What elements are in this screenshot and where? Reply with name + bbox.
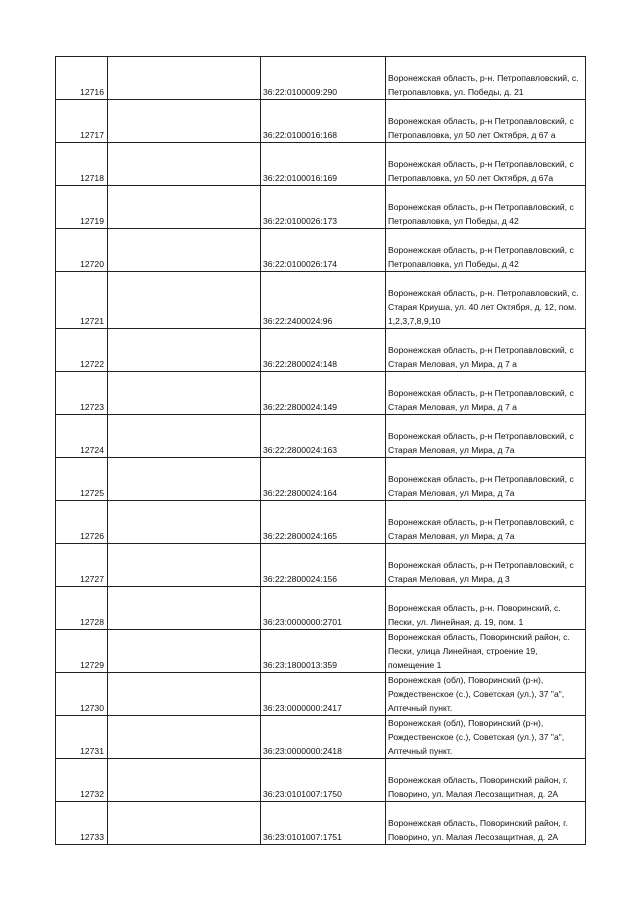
address: Воронежская область, р-н Петропавловский, с Петропавловка, ул 50 лет Октября, д 67 а (386, 100, 586, 143)
empty-cell (108, 57, 261, 100)
empty-cell (108, 272, 261, 329)
empty-cell (108, 673, 261, 716)
address: Воронежская область, Поворинский район, г. Поворино, ул. Малая Лесозащитная, д. 2А (386, 759, 586, 802)
table-row (56, 100, 586, 143)
row-number: 12724 (56, 415, 108, 458)
table-row (56, 501, 586, 544)
row-number: 12718 (56, 143, 108, 186)
row-number: 12726 (56, 501, 108, 544)
table-row (56, 272, 586, 329)
address: Воронежская область, р-н Петропавловский, с Петропавловка, ул Победы, д 42 (386, 186, 586, 229)
row-number: 12722 (56, 329, 108, 372)
registry-table (55, 56, 586, 845)
table-row (56, 759, 586, 802)
empty-cell (108, 716, 261, 759)
empty-cell (108, 100, 261, 143)
table-row (56, 143, 586, 186)
table-row (56, 329, 586, 372)
row-number: 12720 (56, 229, 108, 272)
row-number: 12730 (56, 673, 108, 716)
row-number: 12727 (56, 544, 108, 587)
address: Воронежская область, р-н. Поворинский, с. Пески, ул. Линейная, д. 19, пом. 1 (386, 587, 586, 630)
table-row (56, 229, 586, 272)
empty-cell (108, 802, 261, 845)
row-number: 12725 (56, 458, 108, 501)
empty-cell (108, 143, 261, 186)
cadastral-number: 36:22:2800024:156 (261, 544, 386, 587)
address: Воронежская область, р-н Петропавловский, с Старая Меловая, ул Мира, д 7 а (386, 329, 586, 372)
address: Воронежская (обл), Поворинский (р-н), Рождественское (с.), Советская (ул.), 37 "а", Аптечный пункт. (386, 716, 586, 759)
cadastral-number: 36:23:0000000:2701 (261, 587, 386, 630)
address: Воронежская область, р-н Петропавловский, с Старая Меловая, ул Мира, д 7а (386, 415, 586, 458)
cadastral-number: 36:23:0101007:1751 (261, 802, 386, 845)
cadastral-number: 36:22:2800024:163 (261, 415, 386, 458)
cadastral-number: 36:22:0100009:290 (261, 57, 386, 100)
row-number: 12721 (56, 272, 108, 329)
row-number: 12723 (56, 372, 108, 415)
table-row (56, 802, 586, 845)
row-number: 12731 (56, 716, 108, 759)
address: Воронежская область, р-н. Петропавловский, с. Старая Криуша, ул. 40 лет Октября, д. 12, пом. 1,2,3,7,8,9,10 (386, 272, 586, 329)
cadastral-number: 36:22:2800024:148 (261, 329, 386, 372)
table-row (56, 716, 586, 759)
row-number: 12728 (56, 587, 108, 630)
empty-cell (108, 186, 261, 229)
address: Воронежская область, р-н Петропавловский, с Старая Меловая, ул Мира, д 7а (386, 458, 586, 501)
cadastral-number: 36:23:0000000:2417 (261, 673, 386, 716)
address: Воронежская область, р-н Петропавловский, с Старая Меловая, ул Мира, д 3 (386, 544, 586, 587)
row-number: 12733 (56, 802, 108, 845)
address: Воронежская область, р-н Петропавловский, с Петропавловка, ул 50 лет Октября, д 67а (386, 143, 586, 186)
address: Воронежская область, р-н. Петропавловский, с. Петропавловка, ул. Победы, д. 21 (386, 57, 586, 100)
table-row (56, 186, 586, 229)
address: Воронежская область, Поворинский район, г. Поворино, ул. Малая Лесозащитная, д. 2А (386, 802, 586, 845)
cadastral-number: 36:22:0100026:174 (261, 229, 386, 272)
empty-cell (108, 544, 261, 587)
cadastral-number: 36:22:0100016:168 (261, 100, 386, 143)
empty-cell (108, 229, 261, 272)
table-row (56, 587, 586, 630)
cadastral-number: 36:22:2800024:149 (261, 372, 386, 415)
cadastral-number: 36:22:0100026:173 (261, 186, 386, 229)
cadastral-number: 36:23:0000000:2418 (261, 716, 386, 759)
empty-cell (108, 759, 261, 802)
table-row (56, 458, 586, 501)
row-number: 12732 (56, 759, 108, 802)
table-row (56, 544, 586, 587)
row-number: 12716 (56, 57, 108, 100)
address: Воронежская область, Поворинский район, с. Пески, улица Линейная, строение 19, помещение 1 (386, 630, 586, 673)
table-row (56, 372, 586, 415)
empty-cell (108, 415, 261, 458)
empty-cell (108, 630, 261, 673)
cadastral-number: 36:22:2800024:165 (261, 501, 386, 544)
empty-cell (108, 458, 261, 501)
table-row (56, 630, 586, 673)
empty-cell (108, 587, 261, 630)
cadastral-number: 36:22:2400024:96 (261, 272, 386, 329)
address: Воронежская (обл), Поворинский (р-н), Рождественское (с.), Советская (ул.), 37 "а", Аптечный пункт. (386, 673, 586, 716)
empty-cell (108, 329, 261, 372)
empty-cell (108, 501, 261, 544)
table-row (56, 57, 586, 100)
address: Воронежская область, р-н Петропавловский, с Старая Меловая, ул Мира, д 7а (386, 501, 586, 544)
row-number: 12717 (56, 100, 108, 143)
empty-cell (108, 372, 261, 415)
row-number: 12729 (56, 630, 108, 673)
address: Воронежская область, р-н Петропавловский, с Петропавловка, ул Победы, д 42 (386, 229, 586, 272)
table-row (56, 673, 586, 716)
cadastral-number: 36:23:1800013:359 (261, 630, 386, 673)
cadastral-number: 36:22:2800024:164 (261, 458, 386, 501)
cadastral-number: 36:23:0101007:1750 (261, 759, 386, 802)
cadastral-number: 36:22:0100016:169 (261, 143, 386, 186)
row-number: 12719 (56, 186, 108, 229)
table-row (56, 415, 586, 458)
address: Воронежская область, р-н Петропавловский, с Старая Меловая, ул Мира, д 7 а (386, 372, 586, 415)
document-page (55, 56, 585, 845)
